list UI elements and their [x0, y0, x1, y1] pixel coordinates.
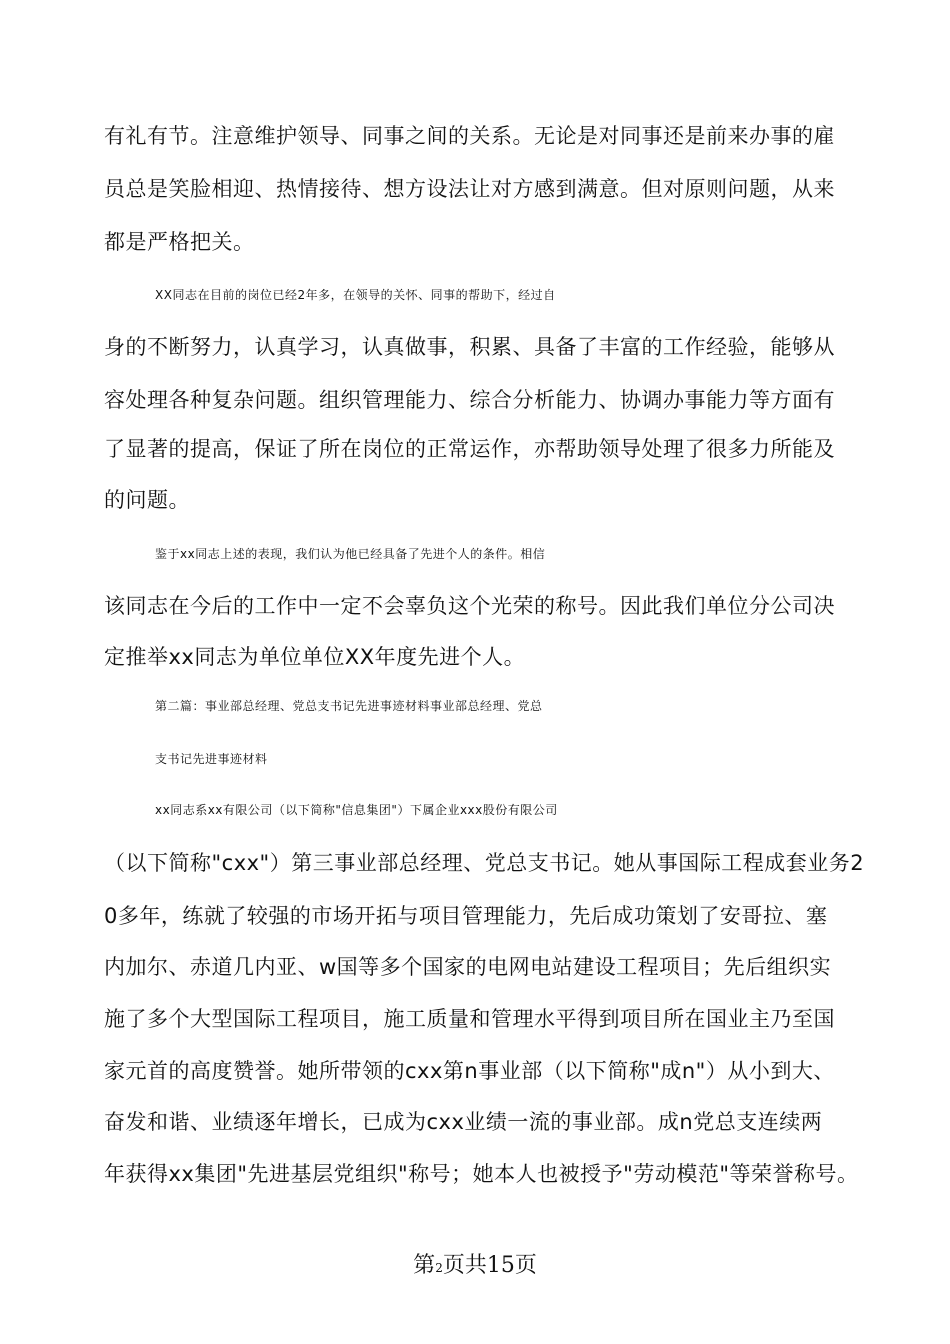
text-line: xx同志系xx有限公司（以下简称"信息集团"）下属企业xxx股份有限公司: [155, 803, 558, 817]
footer-page-number: 2: [435, 1261, 443, 1275]
text-line: （以下简称"cxx"）第三事业部总经理、党总支书记。她从事国际工程成套业务2: [104, 851, 865, 875]
text-line: 了显著的提高，保证了所在岗位的正常运作，亦帮助领导处理了很多力所能及: [104, 437, 835, 461]
text-line: 内加尔、赤道几内亚、w国等多个国家的电网电站建设工程项目；先后组织实: [104, 955, 832, 979]
section-heading: 支书记先进事迹材料: [155, 752, 268, 766]
text-line: 有礼有节。注意维护领导、同事之间的关系。无论是对同事还是前来办事的雇: [104, 124, 835, 148]
text-line: 施了多个大型国际工程项目，施工质量和管理水平得到项目所在国业主乃至国: [104, 1007, 835, 1031]
section-heading: 第二篇：事业部总经理、党总支书记先进事迹材料事业部总经理、党总: [155, 699, 543, 713]
footer-suffix: 页共15页: [442, 1253, 537, 1278]
text-line: 都是严格把关。: [104, 230, 255, 254]
text-line: 的问题。: [104, 488, 190, 512]
text-line: 该同志在今后的工作中一定不会辜负这个光荣的称号。因此我们单位分公司决: [104, 594, 835, 618]
text-line: 年获得xx集团"先进基层党组织"称号；她本人也被授予"劳动模范"等荣誉称号。: [104, 1162, 859, 1186]
text-line: 奋发和谐、业绩逐年增长，已成为cxx业绩一流的事业部。成n党总支连续两: [104, 1110, 823, 1134]
text-line: XX同志在目前的岗位已经2年多，在领导的关怀、同事的帮助下，经过自: [155, 288, 556, 302]
text-line: 员总是笑脸相迎、热情接待、想方设法让对方感到满意。但对原则问题，从来: [104, 177, 835, 201]
text-line: 容处理各种复杂问题。组织管理能力、综合分析能力、协调办事能力等方面有: [104, 388, 835, 412]
page-footer: [0, 1251, 950, 1283]
text-line: 身的不断努力，认真学习，认真做事，积累、具备了丰富的工作经验，能够从: [104, 335, 835, 359]
text-line: 定推举xx同志为单位单位XX年度先进个人。: [104, 645, 526, 669]
text-line: 鉴于xx同志上述的表现，我们认为他已经具备了先进个人的条件。相信: [155, 547, 546, 561]
text-line: 家元首的高度赞誉。她所带领的cxx第n事业部（以下简称"成n"）从小到大、: [104, 1059, 835, 1083]
text-line: 0多年，练就了较强的市场开拓与项目管理能力，先后成功策划了安哥拉、塞: [104, 904, 828, 928]
footer-prefix: 第: [413, 1253, 436, 1278]
